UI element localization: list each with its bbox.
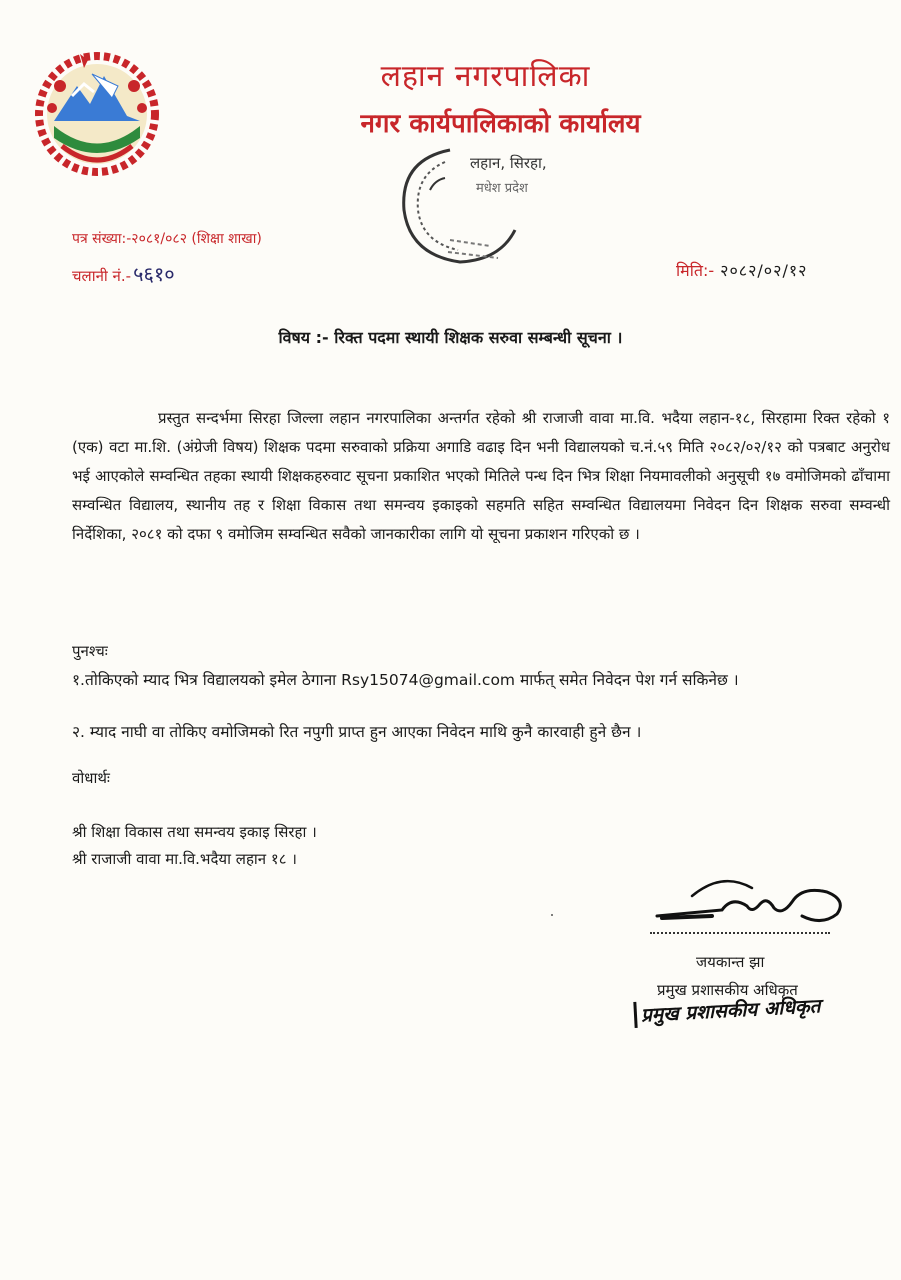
- signatory-name: जयकान्त झा: [696, 953, 765, 971]
- postscript-heading: पुनश्चः: [72, 642, 108, 660]
- designation-stamp: प्रमुख प्रशासकीय अधिकृत: [633, 992, 821, 1028]
- office-name: नगर कार्यपालिकाको कार्यालय: [360, 109, 641, 139]
- cc-recipient-2: श्री राजाजी वावा मा.वि.भदैया लहान १८ ।: [72, 850, 297, 868]
- info-heading: वोधार्थः: [72, 769, 110, 787]
- letter-date: [676, 259, 807, 281]
- body-paragraph: प्रस्तुत सन्दर्भमा सिरहा जिल्ला लहान नगरपालिका अन्तर्गत रहेको श्री राजाजी वावा मा.वि. भदैया लहान-१८, सिरहामा रिक्त रहेको १ (एक) वटा मा.शि. (अंग्रेजी विषय) शिक्षक पदमा सरुवाको प्रक्रिया अगाडि वढाइ दिन भनी विद्यालयको च.नं.५९ मिति २०८२/०२/१२ को पत्रबाट अनुरोध भई आएकोले सम्वन्धित तहका स्थायी शिक्षकहरुवाट सूचना प्रकाशित भएको मितिले पन्ध दिन भित्र शिक्षा नियमावलीको अनुसूची १७ वमोजिमको ढाँचामा सम्वन्धित विद्यालय, स्थानीय तह र शिक्षा विकास तथा समन्वय इकाइको सहमति सहित सम्वन्धित विद्यालयमा निवेदन दिन शिक्षक सरुवा सम्वन्धी निर्देशिका, २०८१ को दफा ९ वमोजिम सम्वन्धित सवैको जानकारीका लागि यो सूचना प्रकाशन गरिएको छ ।: [72, 409, 890, 543]
- date-value: २०८२/०२/१२: [720, 261, 808, 280]
- dispatch-value: ५६१०: [133, 262, 175, 286]
- organization-name: लहान नगरपालिका: [380, 59, 591, 94]
- signatory-title: प्रमुख प्रशासकीय अधिकृत: [657, 981, 798, 999]
- postscript-item-2: २. म्याद नाघी वा तोकिए वमोजिमको रित नपुगी प्राप्त हुन आएका निवेदन माथि कुनै कारवाही हुने छैन ।: [72, 723, 642, 741]
- subject-line: विषय :- रिक्त पदमा स्थायी शिक्षक सरुवा सम्बन्धी सूचना ।: [278, 328, 623, 347]
- seal-text-line1: लहान, सिरहा,: [470, 154, 547, 172]
- dispatch-label: चलानी नं.-: [72, 267, 132, 285]
- signature-line: [650, 932, 830, 934]
- seal-text-line2: मधेश प्रदेश: [476, 181, 528, 196]
- postscript-item-1: १.तोकिएको म्याद भित्र विद्यालयको इमेल ठेगाना Rsy15074@gmail.com मार्फत् समेत निवेदन पेश गर्न सकिनेछ ।: [72, 671, 739, 689]
- signature-icon: [652, 866, 852, 936]
- dispatch-number: [72, 260, 175, 287]
- date-label: मिति:-: [676, 261, 715, 280]
- letter-number: पत्र संख्या:-२०८१/०८२ (शिक्षा शाखा): [72, 231, 262, 247]
- speck: [551, 914, 553, 916]
- cc-recipient-1: श्री शिक्षा विकास तथा समन्वय इकाइ सिरहा ।: [72, 823, 317, 841]
